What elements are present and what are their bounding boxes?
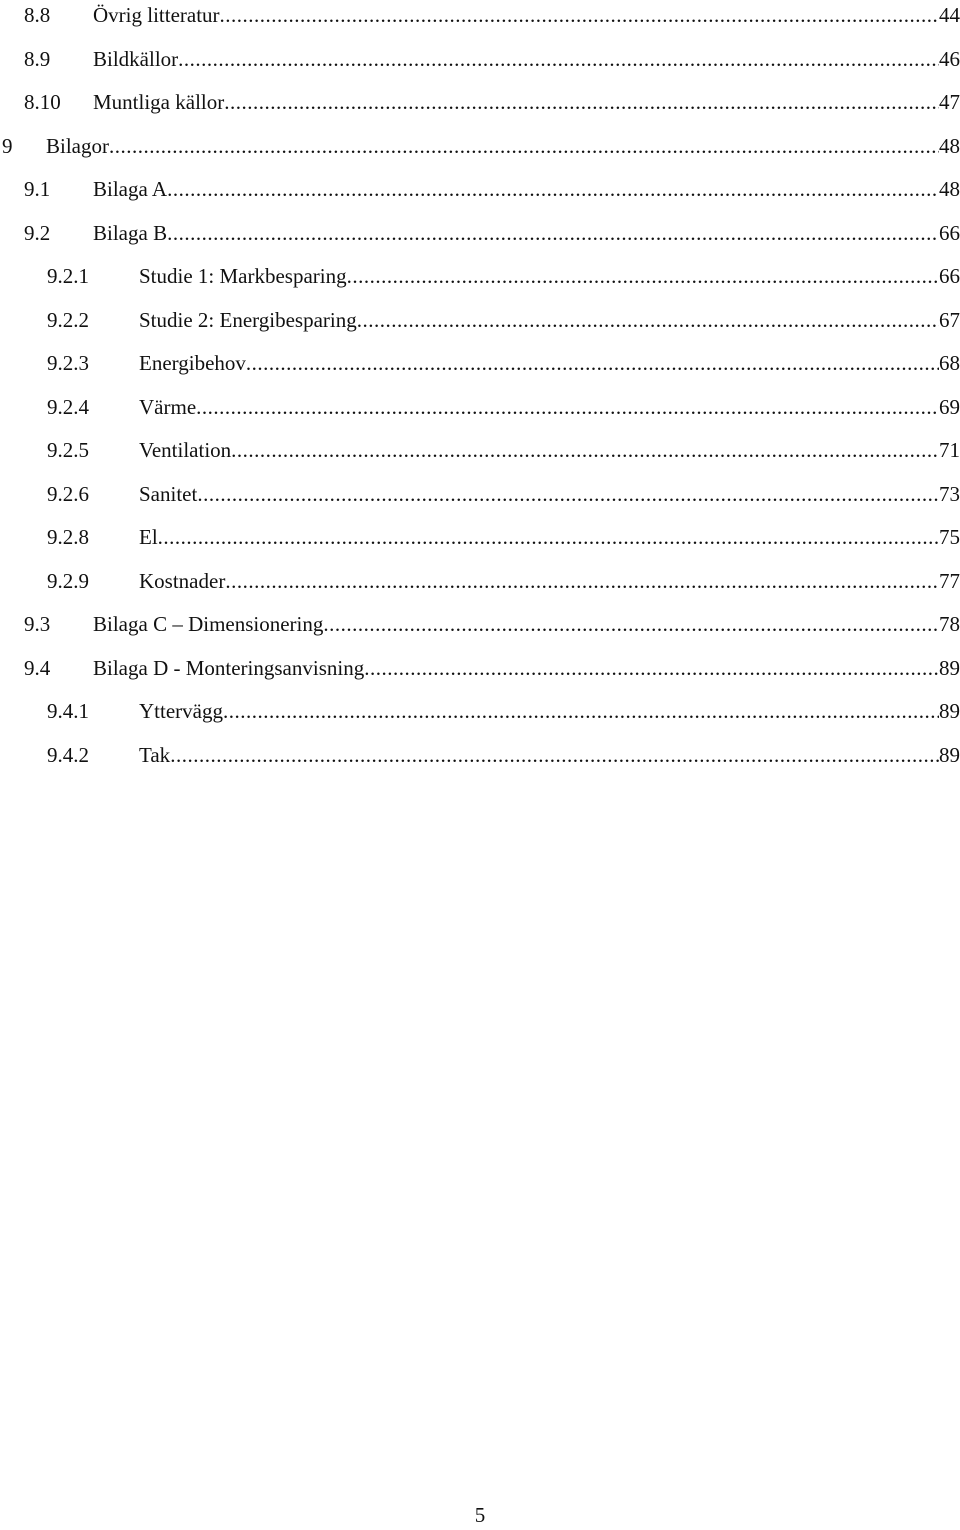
toc-entry[interactable] [0,174,960,204]
toc-entry-line [93,653,960,683]
toc-entry-title: El [139,522,158,552]
toc-entry-title: Bilaga D - Monteringsanvisning [93,653,364,683]
toc-entry[interactable] [0,305,960,335]
toc-entry-title: Studie 1: Markbesparing [139,261,347,291]
toc-entry-page: 69 [939,392,960,422]
toc-dot-leader [224,87,939,117]
toc-dot-leader [364,653,939,683]
toc-entry-title: Kostnader [139,566,225,596]
toc-entry-title: Övrig litteratur [93,0,220,30]
toc-entry-number: 9.2.8 [47,525,89,549]
toc-entry[interactable] [0,348,960,378]
toc-entry-page: 89 [939,653,960,683]
toc-entry-line [93,0,960,30]
toc-entry-number: 9.1 [24,177,51,201]
toc-entry-title: Bilaga C – Dimensionering [93,609,323,639]
toc-dot-leader [109,131,939,161]
toc-entry[interactable] [0,261,960,291]
toc-entry-title: Studie 2: Energibesparing [139,305,357,335]
toc-entry-line [139,740,960,770]
toc-entry-number: 9.2.4 [47,394,89,419]
toc-entry-line [139,305,960,335]
toc-entry-page: 66 [939,218,960,248]
toc-entry[interactable] [0,0,960,30]
toc-entry-line [139,566,960,596]
toc-dot-leader [225,566,939,596]
toc-entry-title: Bilagor [46,131,109,161]
toc-entry-line [93,218,960,248]
toc-entry-line [139,261,960,291]
toc-entry-line [139,435,960,465]
toc-entry-page: 48 [939,131,960,161]
toc-dot-leader [167,218,939,248]
toc-entry[interactable] [0,696,960,726]
toc-entry-line [139,479,960,509]
toc-entry-number: 9.3 [24,612,51,636]
toc-entry[interactable] [0,87,960,117]
toc-entry-number: 9.2.6 [47,481,89,506]
toc-entry-page: 71 [939,435,960,465]
toc-entry-number: 9.2.5 [47,438,89,462]
toc-entry-line [93,609,960,639]
toc-entry-page: 67 [939,305,960,335]
toc-entry-number: 9.4.1 [47,699,89,723]
toc-entry-page: 77 [939,566,960,596]
toc-entry-line [139,392,960,422]
toc-dot-leader [170,740,939,770]
toc-entry-page: 68 [939,348,960,378]
toc-entry-page: 47 [939,87,960,117]
toc-entry-number: 9.4.2 [47,742,89,767]
toc-dot-leader [167,174,939,204]
toc-entry-number: 9.2.2 [47,307,89,332]
toc-entry[interactable] [0,522,960,552]
toc-dot-leader [178,44,939,74]
toc-entry-page: 44 [939,0,960,30]
toc-entry-page: 78 [939,609,960,639]
toc-entry-page: 73 [939,479,960,509]
toc-entry-number: 9.2 [24,220,51,245]
toc-entry-page: 48 [939,174,960,204]
toc-entry[interactable] [0,392,960,422]
toc-entry[interactable] [0,740,960,770]
toc-entry[interactable] [0,131,960,161]
toc-entry[interactable] [0,479,960,509]
toc-entry[interactable] [0,566,960,596]
toc-entry-title: Tak [139,740,170,770]
toc-entry-page: 66 [939,261,960,291]
toc-entry-line [93,174,960,204]
toc-entry-line [46,131,960,161]
toc-entry-number: 9.4 [24,655,51,680]
toc-entry-title: Bilaga A [93,174,167,204]
toc-entry-number: 9.2.9 [47,568,89,593]
toc-entry-line [139,522,960,552]
toc-entry[interactable] [0,435,960,465]
toc-entry-number: 9 [2,133,13,158]
toc-entry[interactable] [0,44,960,74]
toc-entry[interactable] [0,218,960,248]
toc-entry-title: Muntliga källor [93,87,224,117]
toc-entry-number: 8.8 [24,3,51,27]
toc-entry-title: Värme [139,392,196,422]
page-number: 5 [474,1503,486,1527]
toc-entry[interactable] [0,653,960,683]
toc-entry[interactable] [0,609,960,639]
toc-entry-line [93,44,960,74]
toc-entry-number: 9.2.1 [47,264,89,288]
toc-dot-leader [196,392,939,422]
toc-entry-line [139,348,960,378]
toc-dot-leader [158,522,939,552]
toc-dot-leader [347,261,939,291]
toc-dot-leader [323,609,939,639]
toc-entry-line [93,87,960,117]
toc-entry-title: Yttervägg [139,696,223,726]
toc-dot-leader [357,305,939,335]
toc-entry-title: Energibehov [139,348,246,378]
toc-entry-title: Sanitet [139,479,197,509]
toc-entry-page: 89 [939,740,960,770]
toc-entry-page: 89 [939,696,960,726]
toc-entry-number: 8.10 [24,90,61,114]
toc-entry-title: Ventilation [139,435,231,465]
toc-dot-leader [223,696,939,726]
toc-entry-page: 46 [939,44,960,74]
toc-entry-number: 8.9 [24,46,51,71]
toc-dot-leader [220,0,939,30]
toc-entry-title: Bildkällor [93,44,178,74]
toc-entry-number: 9.2.3 [47,351,89,375]
toc-dot-leader [197,479,939,509]
toc-entry-line [139,696,960,726]
toc-dot-leader [231,435,939,465]
toc-entry-page: 75 [939,522,960,552]
toc-dot-leader [246,348,939,378]
toc-entry-title: Bilaga B [93,218,167,248]
